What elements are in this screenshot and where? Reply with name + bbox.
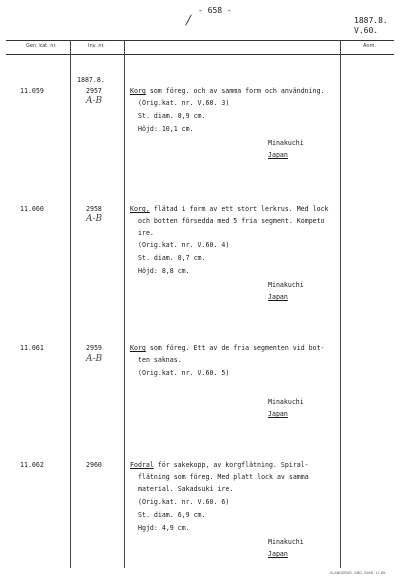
object-name: Korg <box>130 344 146 352</box>
handwritten-mark: A-B <box>86 96 103 106</box>
inv-nr: 2960 <box>86 461 102 469</box>
description-line: Höjd: 8,8 cm. <box>138 267 190 275</box>
entry-description-first-line <box>130 204 329 214</box>
description-line: material. Sakadsuki ire. <box>138 485 234 493</box>
description-line: och botten försedda med 5 fria segment. Kompeto <box>138 217 325 225</box>
description-line: flätning som föreg. Med platt lock av samma <box>138 473 309 481</box>
description-line: St. diam. 8,7 cm. <box>138 254 206 262</box>
pen-mark <box>185 14 192 25</box>
place-name: Minakuchi <box>268 398 304 406</box>
year-heading: 1887.8. <box>77 76 105 84</box>
column-header-gen-kat: Gen. kat. nr. <box>26 43 57 49</box>
object-name: Korg, <box>130 205 150 213</box>
description-line: (Orig.kat. nr. V.60. 4) <box>138 241 230 249</box>
column-header-anm: Anm. <box>363 43 377 49</box>
handwritten-mark: A-B <box>86 354 103 364</box>
description-line: ten saknas. <box>138 356 182 364</box>
entry-description-first-line <box>130 343 325 353</box>
handwritten-mark: A-B <box>86 214 103 224</box>
gen-kat-nr: 11.060 <box>20 205 44 213</box>
place-name: Minakuchi <box>268 281 304 289</box>
inv-nr: 2957 <box>86 87 102 95</box>
place-name: Minakuchi <box>268 538 304 546</box>
page-number: - 658 - <box>198 6 232 15</box>
header-rule-bottom <box>6 54 394 55</box>
gen-kat-nr: 11.059 <box>20 87 44 95</box>
description-line: (Orig.kat. nr. V.60. 3) <box>138 99 230 107</box>
column-divider <box>340 40 341 568</box>
object-name: Fodral <box>130 461 154 469</box>
column-divider <box>124 40 125 568</box>
header-series: V.60. <box>354 26 379 35</box>
column-header-inv: Inv. nr. <box>88 43 105 49</box>
country-name: Japan <box>268 550 288 558</box>
printer-footer: SLANGERUD. GBG. 0946. 11.69. <box>330 571 387 575</box>
entry-description-first-line <box>130 86 325 96</box>
object-name: Korg <box>130 87 146 95</box>
description-line: (Orig.kat. nr. V.60. 5) <box>138 369 230 377</box>
description-text: som föreg. Ett av de fria segmenten vid bot- <box>145 344 325 352</box>
place-name: Minakuchi <box>268 139 304 147</box>
description-line: Hgjd: 4,9 cm. <box>138 524 190 532</box>
description-line: (Orig.kat. nr. V.60. 6) <box>138 498 230 506</box>
country-name: Japan <box>268 151 288 159</box>
country-name: Japan <box>268 293 288 301</box>
inv-nr: 2959 <box>86 344 102 352</box>
header-rule-top <box>6 40 394 41</box>
description-line: ire. <box>138 229 154 237</box>
gen-kat-nr: 11.061 <box>20 344 44 352</box>
header-year-date: 1887.8. <box>354 16 388 25</box>
description-line: St. diam. 8,9 cm. <box>138 112 206 120</box>
description-line: Höjd: 10,1 cm. <box>138 125 194 133</box>
description-text: för sakekopp, av korgflätning. Spiral- <box>153 461 309 469</box>
country-name: Japan <box>268 410 288 418</box>
description-line: St. diam. 6,9 cm. <box>138 511 206 519</box>
column-divider <box>70 40 71 568</box>
gen-kat-nr: 11.062 <box>20 461 44 469</box>
description-text: som föreg. och av samma form och användning. <box>145 87 325 95</box>
inv-nr: 2958 <box>86 205 102 213</box>
entry-description-first-line <box>130 460 309 470</box>
description-text: flätad i form av ett stort lerkrus. Med lock <box>149 205 329 213</box>
